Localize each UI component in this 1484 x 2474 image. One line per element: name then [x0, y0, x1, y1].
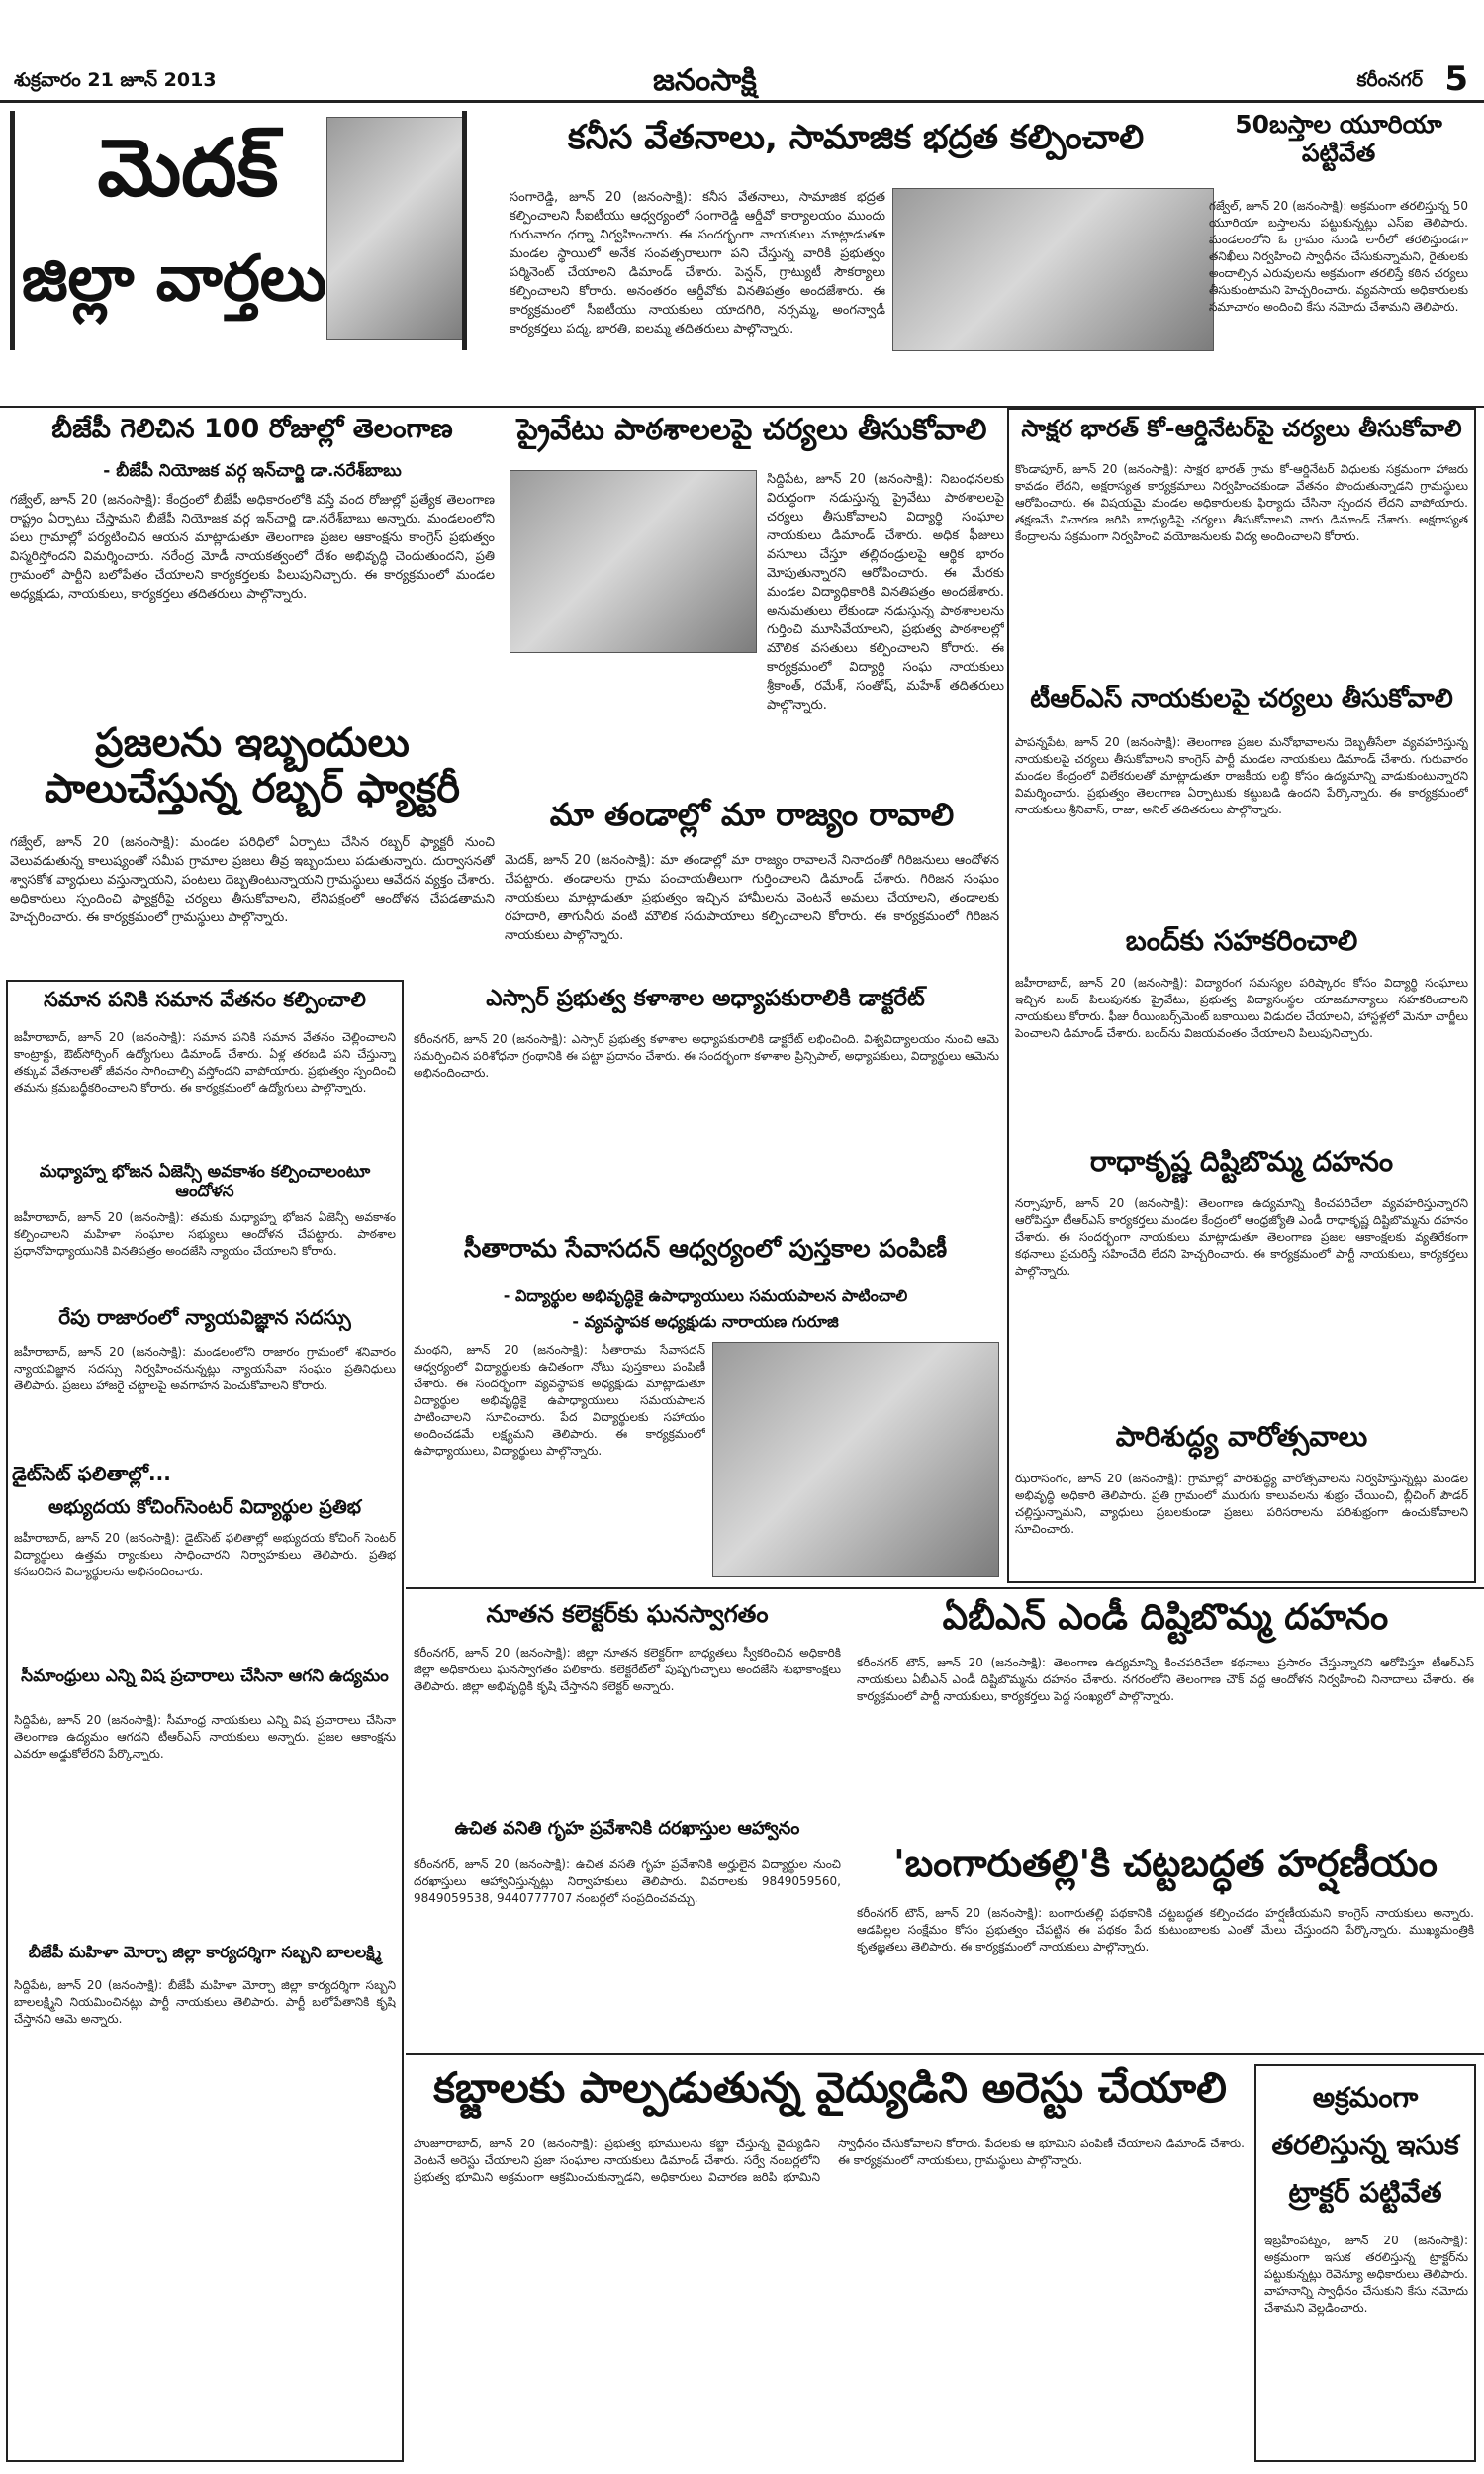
- article-title: సీమాంధ్రులు ఎన్ని విష ప్రచారాలు చేసినా ఆగని ఉద్యమం: [21, 1667, 389, 1686]
- article-title: అక్రమంగా తరలిస్తున్న ఇసుక ట్రాక్టర్ పట్టివేత: [1271, 2081, 1459, 2209]
- article-photo: [892, 188, 1214, 351]
- article-body: హుజూరాబాద్, జూన్ 20 (జనంసాక్షి): ప్రభుత్వ భూములను కబ్జా చేస్తున్న వైద్యుడిని వెంటనే అరెస్టు చేయాలని ప్రజా సంఘాల నాయకులు డిమాండ్ చేశారు. సర్వే నంబర్లలోని ప్రభుత్వ భూమిని అక్రమంగా ఆక్రమించుకున్నాడని, అధికారులు విచారణ జరిపి భూమిని స్వాధీనం చేసుకోవాలని కోరారు. పేదలకు ఆ భూమిని పంపిణీ చేయాలని డిమాండ్ చేశారు. ఈ కార్యక్రమంలో నాయకులు, గ్రామస్థులు పాల్గొన్నారు.: [414, 2137, 1245, 2184]
- page-number: 5: [1444, 59, 1468, 99]
- church-photo: [326, 117, 463, 340]
- article-title: బీజేపీ మహిళా మోర్చా జిల్లా కార్యదర్శిగా సబ్బని బాలలక్ష్మి: [28, 1944, 382, 1961]
- issue-date: శుక్రవారం 21 జూన్ 2013: [14, 69, 217, 91]
- article-title: ప్రైవేటు పాఠశాలలపై చర్యలు తీసుకోవాలి: [516, 414, 987, 447]
- article-photo: [712, 1342, 999, 1577]
- article-title: రాధాకృష్ణ దిష్టిబొమ్మ దహనం: [1089, 1146, 1394, 1178]
- newspaper-name: జనంసాక్షి: [653, 63, 757, 98]
- article-body: కరీంనగర్, జూన్ 20 (జనంసాక్షి): ఎస్సార్ ప్రభుత్వ కళాశాల అధ్యాపకురాలికి డాక్టరేట్ లభించింది. విశ్వవిద్యాలయం నుంచి ఆమె సమర్పించిన పరిశోధనా గ్రంథానికి ఈ పట్టా ప్రదానం చేశారు. ఈ సందర్భంగా కళాశాల ప్రిన్సిపాల్, అధ్యాపకులు, విద్యార్థులు ఆమెను అభినందించారు.: [414, 1032, 999, 1080]
- article-body: జహీరాబాద్, జూన్ 20 (జనంసాక్షి): సమాన పనికి సమాన వేతనం చెల్లించాలని కాంట్రాక్టు, ఔట్‌సోర్సింగ్ ఉద్యోగులు డిమాండ్ చేశారు. ఏళ్ల తరబడి పని చేస్తున్నా తక్కువ వేతనాలతో జీవనం సాగించాల్సి వస్తోందని వాపోయారు. ప్రభుత్వం స్పందించి తమను క్రమబద్ధీకరించాలని కోరారు. ఈ కార్యక్రమంలో ఉద్యోగులు పాల్గొన్నారు.: [14, 1030, 396, 1094]
- article-body: సిద్దిపేట, జూన్ 20 (జనంసాక్షి): నిబంధనలకు విరుద్ధంగా నడుస్తున్న ప్రైవేటు పాఠశాలలపై చర్యలు తీసుకోవాలని విద్యార్థి సంఘాల నాయకులు డిమాండ్ చేశారు. అధిక ఫీజులు వసూలు చేస్తూ తల్లిదండ్రులపై ఆర్థిక భారం మోపుతున్నారని ఆరోపించారు. ఈ మేరకు మండల విద్యాధికారికి వినతిపత్రం అందజేశారు. అనుమతులు లేకుండా నడుస్తున్న పాఠశాలలను గుర్తించి మూసివేయాలని, ప్రభుత్వ పాఠశాలల్లో మౌలిక వసతులు కల్పించాలని కోరారు. ఈ కార్యక్రమంలో విద్యార్థి సంఘ నాయకులు శ్రీకాంత్, రమేశ్, సంతోష్, మహేశ్ తదితరులు పాల్గొన్నారు.: [767, 472, 1004, 713]
- banner-title-line2: జిల్లా వార్తలు: [21, 242, 327, 316]
- article-body: కరీంనగర్ టౌన్, జూన్ 20 (జనంసాక్షి): తెలంగాణ ఉద్యమాన్ని కించపరిచేలా కథనాలు ప్రసారం చేస్తున్నారని ఆరోపిస్తూ టీఆర్ఎస్ నాయకులు ఏబీఎన్ ఎండీ దిష్టిబొమ్మను దహనం చేశారు. నగరంలోని తెలంగాణ చౌక్ వద్ద ఆందోళన నిర్వహించి నినాదాలు చేశారు. ఈ కార్యక్రమంలో పార్టీ నాయకులు, కార్యకర్తలు పెద్ద సంఖ్యలో పాల్గొన్నారు.: [857, 1656, 1474, 1703]
- article-body: గజ్వేల్, జూన్ 20 (జనంసాక్షి): కేంద్రంలో బీజేపీ అధికారంలోకి వస్తే వంద రోజుల్లో ప్రత్యేక తెలంగాణ రాష్ట్రం ఏర్పాటు చేస్తామని బీజేపీ నియోజక వర్గ ఇన్‌చార్జి డా.నరేశ్‌బాబు అన్నారు. మండలంలోని పలు గ్రామాల్లో పర్యటించిన ఆయన మాట్లాడుతూ తెలంగాణ ప్రజల ఆకాంక్షను కాంగ్రెస్ ప్రభుత్వం విస్మరిస్తోందని విమర్శించారు. నరేంద్ర మోడీ నాయకత్వంలో దేశం అభివృద్ధి చెందుతుందని, ప్రతి గ్రామంలో పార్టీని బలోపేతం చేయాలని కార్యకర్తలకు పిలుపునిచ్చారు. ఈ కార్యక్రమంలో మండల అధ్యక్షుడు, నాయకులు, కార్యకర్తలు తదితరులు పాల్గొన్నారు.: [10, 493, 495, 602]
- article-title: సీతారామ సేవాసదన్ ఆధ్వర్యంలో పుస్తకాల పంపిణీ: [463, 1235, 948, 1263]
- article-body: కొండాపూర్, జూన్ 20 (జనంసాక్షి): సాక్షర భారత్ గ్రామ కో-ఆర్డినేటర్ విధులకు సక్రమంగా హాజరు కావడం లేదని, అక్షరాస్యత కార్యక్రమాలు నిర్వహించకుండా వేతనం పొందుతున్నాడని గ్రామస్థులు ఆరోపించారు. ఈ విషయమై మండల అధికారులకు ఫిర్యాదు చేసినా స్పందన లేదని వాపోయారు. తక్షణమే విచారణ జరిపి బాధ్యుడిపై చర్యలు తీసుకోవాలని వారు డిమాండ్ చేశారు. అక్షరాస్యత కేంద్రాలను సక్రమంగా నిర్వహించి వయోజనులకు విద్య అందించాలని కోరారు.: [1015, 462, 1468, 543]
- article-body: జహీరాబాద్, జూన్ 20 (జనంసాక్షి): తమకు మధ్యాహ్న భోజన ఏజెన్సీ అవకాశం కల్పించాలని మహిళా సంఘాల సభ్యులు ఆందోళన చేపట్టారు. పాఠశాల ప్రధానోపాధ్యాయునికి వినతిపత్రం అందజేసి న్యాయం చేయాలని కోరారు.: [14, 1210, 396, 1258]
- article-title: బంద్‌కు సహకరించాలి: [1125, 925, 1358, 957]
- article-body: ఇబ్రహీంపట్నం, జూన్ 20 (జనంసాక్షి): అక్రమంగా ఇసుక తరలిస్తున్న ట్రాక్టర్‌ను పట్టుకున్నట్లు రెవెన్యూ అధికారులు తెలిపారు. వాహనాన్ని స్వాధీనం చేసుకుని కేసు నమోదు చేశామని వెల్లడించారు.: [1264, 2234, 1468, 2315]
- article-body: ఝరాసంగం, జూన్ 20 (జనంసాక్షి): గ్రామాల్లో పారిశుద్ధ్య వారోత్సవాలను నిర్వహిస్తున్నట్లు మండల అభివృద్ధి అధికారి తెలిపారు. ప్రతి గ్రామంలో మురుగు కాలువలను శుభ్రం చేయించి, బ్లీచింగ్ పౌడర్ చల్లిస్తున్నామని, వ్యాధులు ప్రబలకుండా ప్రజలు పరిసరాలను పరిశుభ్రంగా ఉంచుకోవాలని సూచించారు.: [1015, 1472, 1468, 1536]
- article-body: కరీంనగర్, జూన్ 20 (జనంసాక్షి): ఉచిత వసతి గృహ ప్రవేశానికి అర్హులైన విద్యార్థుల నుంచి దరఖాస్తులు ఆహ్వానిస్తున్నట్లు నిర్వాహకులు తెలిపారు. వివరాలకు 9849059560, 9849059538, 9440777707 నంబర్లలో సంప్రదించవచ్చు.: [414, 1857, 841, 1905]
- article-body: జహీరాబాద్, జూన్ 20 (జనంసాక్షి): డైట్‌సెట్ ఫలితాల్లో అభ్యుదయ కోచింగ్ సెంటర్ విద్యార్థులు ఉత్తమ ర్యాంకులు సాధించారని నిర్వాహకులు తెలిపారు. ప్రతిభ కనబరిచిన విద్యార్థులను అభినందించారు.: [14, 1531, 396, 1578]
- divider: [406, 2053, 1484, 2055]
- article-title: డైట్‌సెట్ ఫలితాల్లో...: [12, 1463, 171, 1485]
- article-body: జహీరాబాద్, జూన్ 20 (జనంసాక్షి): విద్యారంగ సమస్యల పరిష్కారం కోసం విద్యార్థి సంఘాలు ఇచ్చిన బంద్ పిలుపునకు ప్రైవేటు, ప్రభుత్వ విద్యాసంస్థల యాజమాన్యాలు సహకరించాలని నాయకులు కోరారు. ఫీజు రీయింబర్స్‌మెంట్ బకాయిలు విడుదల చేయాలని, హాస్టళ్లలో మెనూ చార్జీలు పెంచాలని డిమాండ్ చేశారు. బంద్‌ను విజయవంతం చేయాలని పిలుపునిచ్చారు.: [1015, 976, 1468, 1040]
- article-title: మా తండాల్లో మా రాజ్యం రావాలి: [549, 797, 955, 833]
- article-title: కనీస వేతనాలు, సామాజిక భద్రత కల్పించాలి: [567, 119, 1145, 157]
- article-title: ఎస్సార్ ప్రభుత్వ కళాశాల అధ్యాపకురాలికి డాక్టరేట్: [486, 986, 925, 1011]
- article-subtitle: అభ్యుదయ కోచింగ్‌సెంటర్ విద్యార్థుల ప్రతిభ: [48, 1496, 361, 1518]
- article-title: 'బంగారుతల్లి'కి చట్టబద్ధత హర్షణీయం: [893, 1843, 1438, 1885]
- article-body: జహీరాబాద్, జూన్ 20 (జనంసాక్షి): మండలంలోని రాజారం గ్రామంలో శనివారం న్యాయవిజ్ఞాన సదస్సు నిర్వహించనున్నట్లు న్యాయసేవా సంఘం ప్రతినిధులు తెలిపారు. ప్రజలు హాజరై చట్టాలపై అవగాహన పెంచుకోవాలని కోరారు.: [14, 1345, 396, 1392]
- district-banner: [10, 111, 467, 350]
- edition-name: కరీంనగర్: [1356, 69, 1423, 91]
- article-title: ప్రజలను ఇబ్బందులు పాలుచేస్తున్న రబ్బర్ ఫ్యాక్టరీ: [44, 720, 460, 811]
- divider: [406, 1587, 1484, 1589]
- article-title: సమాన పనికి సమాన వేతనం కల్పించాలి: [44, 988, 366, 1011]
- article-subtitle: - బీజేపీ నియోజక వర్గ ఇన్‌చార్జి డా.నరేశ్‌బాబు: [103, 461, 402, 481]
- article-body: సిద్దిపేట, జూన్ 20 (జనంసాక్షి): బీజేపీ మహిళా మోర్చా జిల్లా కార్యదర్శిగా సబ్బని బాలలక్ష్మిని నియమించినట్లు పార్టీ నాయకులు తెలిపారు. పార్టీ బలోపేతానికి కృషి చేస్తానని ఆమె అన్నారు.: [14, 1978, 396, 2026]
- page-header: [0, 59, 1484, 103]
- article-body: మంథని, జూన్ 20 (జనంసాక్షి): సీతారామ సేవాసదన్ ఆధ్వర్యంలో విద్యార్థులకు ఉచితంగా నోటు పుస్తకాలు పంపిణీ చేశారు. ఈ సందర్భంగా వ్యవస్థాపక అధ్యక్షుడు మాట్లాడుతూ విద్యార్థుల అభివృద్ధికై ఉపాధ్యాయులు సమయపాలన పాటించాలని సూచించారు. పేద విద్యార్థులకు సహాయం అందించడమే లక్ష్యమని తెలిపారు. ఈ కార్యక్రమంలో ఉపాధ్యాయులు, విద్యార్థులు పాల్గొన్నారు.: [414, 1343, 705, 1458]
- article-title: రేపు రాజారంలో న్యాయవిజ్ఞాన సదస్సు: [58, 1306, 351, 1329]
- article-title: బీజేపీ గెలిచిన 100 రోజుల్లో తెలంగాణ: [51, 414, 453, 444]
- article-body: సంగారెడ్డి, జూన్ 20 (జనంసాక్షి): కనీస వేతనాలు, సామాజిక భద్రత కల్పించాలని సీఐటీయు ఆధ్వర్యంలో సంగారెడ్డి ఆర్డీవో కార్యాలయం ముందు గురువారం ధర్నా నిర్వహించారు. ఈ సందర్భంగా నాయకులు మాట్లాడుతూ మండల స్థాయిలో అనేక సంవత్సరాలుగా పని చేస్తున్న వారికి ప్రభుత్వం పర్మినెంట్ చేయాలని డిమాండ్ చేశారు. పెన్షన్, గ్రాట్యుటీ సౌకర్యాలు కల్పించాలని కోరారు. అనంతరం ఆర్డీవోకు వినతిపత్రం అందజేశారు. ఈ కార్యక్రమంలో సీఐటీయు నాయకులు యాదగిరి, నర్సమ్మ, అంగన్వాడీ కార్యకర్తలు పద్మ, భారతి, ఐలమ్మ తదితరులు పాల్గొన్నారు.: [510, 190, 885, 336]
- banner-title-line1: మెదక్: [97, 122, 279, 214]
- article-body: సిద్దిపేట, జూన్ 20 (జనంసాక్షి): సీమాంధ్ర నాయకులు ఎన్ని విష ప్రచారాలు చేసినా తెలంగాణ ఉద్యమం ఆగదని టీఆర్ఎస్ నాయకులు అన్నారు. ప్రజల ఆకాంక్షను ఎవరూ అడ్డుకోలేరని పేర్కొన్నారు.: [14, 1713, 396, 1760]
- article-body: కరీంనగర్, జూన్ 20 (జనంసాక్షి): జిల్లా నూతన కలెక్టర్‌గా బాధ్యతలు స్వీకరించిన అధికారికి జిల్లా అధికారులు ఘనస్వాగతం పలికారు. కలెక్టరేట్‌లో పుష్పగుచ్ఛాలు అందజేసి శుభాకాంక్షలు తెలిపారు. జిల్లా అభివృద్ధికి కృషి చేస్తానని కలెక్టర్ అన్నారు.: [414, 1646, 841, 1693]
- article-subtitle: - విద్యార్థుల అభివృద్ధికై ఉపాధ్యాయులు సమయపాలన పాటించాలి: [503, 1286, 908, 1305]
- article-body: నర్సాపూర్, జూన్ 20 (జనంసాక్షి): తెలంగాణ ఉద్యమాన్ని కించపరిచేలా వ్యవహరిస్తున్నారని ఆరోపిస్తూ టీఆర్ఎస్ కార్యకర్తలు మండల కేంద్రంలో ఆంధ్రజ్యోతి ఎండీ రాధాకృష్ణ దిష్టిబొమ్మను దహనం చేశారు. ఈ సందర్భంగా నాయకులు మాట్లాడుతూ తెలంగాణ ప్రజల ఆకాంక్షలకు వ్యతిరేకంగా కథనాలు ప్రచురిస్తే సహించేది లేదని హెచ్చరించారు. ఈ కార్యక్రమంలో పార్టీ నాయకులు, కార్యకర్తలు పాల్గొన్నారు.: [1015, 1196, 1468, 1278]
- article-body: గజ్వేల్, జూన్ 20 (జనంసాక్షి): మండల పరిధిలో ఏర్పాటు చేసిన రబ్బర్ ఫ్యాక్టరీ నుంచి వెలువడుతున్న కాలుష్యంతో సమీప గ్రామాల ప్రజలు తీవ్ర ఇబ్బందులు పడుతున్నారు. దుర్వాసనతో శ్వాసకోశ వ్యాధులు వస్తున్నాయని, పంటలు దెబ్బతింటున్నాయని గ్రామస్థులు ఆవేదన వ్యక్తం చేశారు. అధికారులు స్పందించి ఫ్యాక్టరీపై చర్యలు తీసుకోవాలని, లేనిపక్షంలో ఆందోళన చేపడతామని హెచ్చరించారు. ఈ కార్యక్రమంలో గ్రామస్థులు పాల్గొన్నారు.: [10, 835, 495, 925]
- article-body: కరీంనగర్ టౌన్, జూన్ 20 (జనంసాక్షి): బంగారుతల్లి పథకానికి చట్టబద్ధత కల్పించడం హర్షణీయమని కాంగ్రెస్ నాయకులు అన్నారు. ఆడపిల్లల సంక్షేమం కోసం ప్రభుత్వం చేపట్టిన ఈ పథకం పేద కుటుంబాలకు ఎంతో మేలు చేస్తుందని పేర్కొన్నారు. ముఖ్యమంత్రికి కృతజ్ఞతలు తెలిపారు. ఈ కార్యక్రమంలో నాయకులు పాల్గొన్నారు.: [857, 1906, 1474, 1953]
- article-title: కబ్జాలకు పాల్పడుతున్న వైద్యుడిని అరెస్టు చేయాలి: [433, 2064, 1227, 2112]
- article-title: టీఆర్ఎస్ నాయకులపై చర్యలు తీసుకోవాలి: [1030, 685, 1453, 714]
- article-title: సాక్షర భారత్ కో-ఆర్డినేటర్‌పై చర్యలు తీసుకోవాలి: [1021, 416, 1462, 442]
- article-title: 50బస్తాల యూరియా పట్టివేత: [1235, 111, 1442, 167]
- article-body: మెదక్, జూన్ 20 (జనంసాక్షి): మా తండాల్లో మా రాజ్యం రావాలనే నినాదంతో గిరిజనులు ఆందోళన చేపట్టారు. తండాలను గ్రామ పంచాయతీలుగా గుర్తించాలని డిమాండ్ చేశారు. గిరిజన సంఘం నాయకులు మాట్లాడుతూ ప్రభుత్వం ఇచ్చిన హామీలను వెంటనే అమలు చేయాలని, తండాలకు రహదారి, తాగునీరు వంటి మౌలిక సదుపాయాలు కల్పించాలని కోరారు. ఈ కార్యక్రమంలో గిరిజన నాయకులు పాల్గొన్నారు.: [505, 853, 999, 943]
- article-title: ఏబీఎన్ ఎండీ దిష్టిబొమ్మ దహనం: [942, 1597, 1389, 1638]
- article-photo: [510, 470, 757, 653]
- article-title: నూతన కలెక్టర్‌కు ఘనస్వాగతం: [486, 1601, 769, 1628]
- article-title: మధ్యాహ్న భోజన ఏజెన్సీ అవకాశం కల్పించాలంటూ ఆందోళన: [39, 1163, 371, 1201]
- article-body: గజ్వేల్, జూన్ 20 (జనంసాక్షి): అక్రమంగా తరలిస్తున్న 50 యూరియా బస్తాలను పట్టుకున్నట్లు ఎస్ఐ తెలిపారు. మండలంలోని ఓ గ్రామం నుండి లారీలో తరలిస్తుండగా తనిఖీలు నిర్వహించి స్వాధీనం చేసుకున్నామని, రైతులకు అందాల్సిన ఎరువులను అక్రమంగా తరలిస్తే కఠిన చర్యలు తీసుకుంటామని హెచ్చరించారు. వ్యవసాయ అధికారులకు సమాచారం అందించి కేసు నమోదు చేశామని తెలిపారు.: [1209, 199, 1468, 314]
- article-subtitle: - వ్యవస్థాపక అధ్యక్షుడు నారాయణ గురూజి: [572, 1312, 839, 1331]
- article-title: ఉచిత వనితి గృహ ప్రవేశానికి దరఖాస్తుల ఆహ్వానం: [454, 1819, 800, 1839]
- article-body: పాపన్నపేట, జూన్ 20 (జనంసాక్షి): తెలంగాణ ప్రజల మనోభావాలను దెబ్బతీసేలా వ్యవహరిస్తున్న నాయకులపై చర్యలు తీసుకోవాలని కాంగ్రెస్ పార్టీ మండల నాయకులు డిమాండ్ చేశారు. గురువారం మండల కేంద్రంలో విలేకరులతో మాట్లాడుతూ రాజకీయ లబ్ధి కోసం ఉద్యమాన్ని వాడుకుంటున్నారని విమర్శించారు. ప్రభుత్వం తెలంగాణ ఏర్పాటుకు కట్టుబడి ఉందని పేర్కొన్నారు. ఈ కార్యక్రమంలో నాయకులు శ్రీనివాస్, రాజు, అనిల్ తదితరులు పాల్గొన్నారు.: [1015, 735, 1468, 816]
- article-title: పారిశుద్ధ్య వారోత్సవాలు: [1115, 1421, 1368, 1453]
